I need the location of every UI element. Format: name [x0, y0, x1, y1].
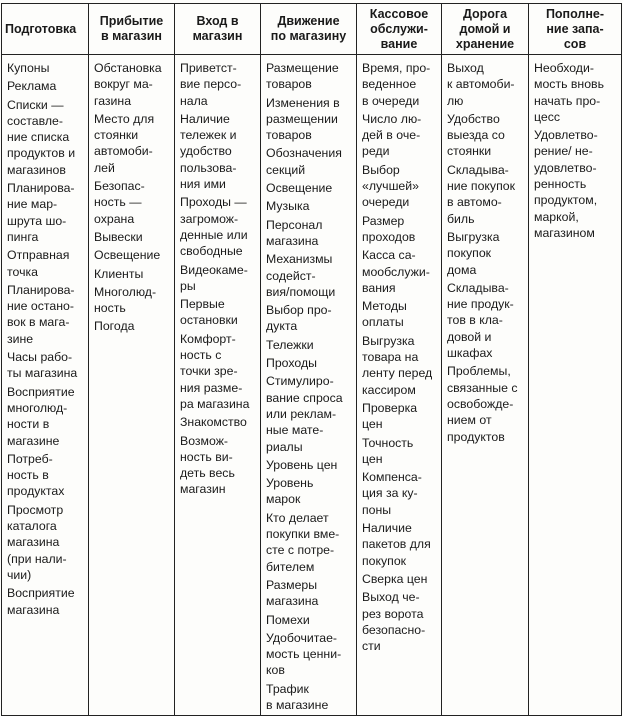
column-cell — [261, 55, 357, 716]
list-item: Возмож- ность ви- деть весь магазин — [180, 433, 235, 497]
list-item: Отправная точка — [7, 248, 70, 279]
column-header: Вход в магазин — [175, 4, 261, 55]
column-header: Кассовое обслужи- вание — [357, 4, 442, 55]
list-item: Выход че- рез ворота безопасно- сти — [362, 590, 426, 654]
list-item: Приветст- вие персо- нала — [180, 61, 242, 108]
list-item: Складыва- ние покупок в автомо- биль — [447, 162, 515, 226]
list-item: Потреб- ность в продуктах — [7, 451, 65, 499]
list-item: Складыва- ние продук- тов в кла- довой и шкафах — [447, 280, 514, 361]
column-cell — [89, 55, 175, 716]
list-item: Выбор про- дукта — [266, 303, 332, 334]
list-item: Выгрузка покупок дома — [447, 229, 500, 277]
list-item: Изменения в размещении товаров — [266, 95, 340, 143]
list-item: Списки — составле- ние списка продуктов и магазинов — [7, 97, 76, 177]
list-item: Помехи — [266, 612, 310, 627]
list-item: Тележки — [266, 337, 314, 352]
list-item: Кто делает покупки вме- сте с потре- бителем — [266, 510, 340, 574]
list-item: Выбор «лучшей» очереди — [362, 162, 419, 210]
column-header: Дорога домой и хранение — [442, 4, 529, 55]
list-item: Размеры магазина — [266, 577, 319, 609]
list-item: Освещение — [94, 248, 161, 263]
column-header: Подготовка — [2, 4, 89, 55]
list-item: Касса са- мообслужи- вания — [362, 248, 430, 295]
list-item: Планирова- ние остано- вок в мага- зине — [7, 282, 75, 346]
list-item: Число лю- дей в оче- реди — [362, 111, 422, 159]
list-item: Удобочитае- мость ценни- ков — [266, 630, 342, 678]
list-item: Часы рабо- ты магазина — [7, 350, 78, 381]
list-item: Трафик в магазине — [266, 681, 329, 712]
list-item: Точность цен — [362, 435, 414, 466]
list-item: Размер проходов — [362, 213, 416, 244]
list-item: Удовлетво- рение/ не- удовлетво- ренность продуктом, маркой, магазином — [534, 128, 598, 240]
list-item: Проверка цен — [362, 400, 418, 432]
list-item: Механизмы содейст- вия/помощи — [266, 252, 336, 299]
list-item: Персонал магазина — [266, 217, 323, 248]
column-cell — [442, 55, 529, 716]
list-item: Стимулиро- вание спроса или реклам- ные мате- риалы — [266, 374, 343, 454]
list-item: Время, про- веденное в очереди — [362, 61, 431, 108]
column-header: Прибытие в магазин — [89, 4, 175, 55]
table-row — [2, 55, 622, 716]
list-item: Проходы — загромож- денные или свободные — [180, 195, 248, 259]
column-header: Движение по магазину — [261, 4, 357, 55]
list-item: Реклама — [7, 79, 57, 94]
list-item: Видеокаме- ры — [180, 262, 248, 293]
column-cell — [357, 55, 442, 716]
column-header: Пополне- ние запа- сов — [529, 4, 622, 55]
list-item: Выход к автомоби- лю — [447, 61, 515, 108]
list-item: Безопас- ность — охрана — [94, 179, 145, 226]
list-item: Уровень марок — [266, 476, 314, 507]
list-item: Необходи- мость вновь начать про- цесс — [534, 61, 604, 124]
list-item: Место для стоянки автомоби- лей — [94, 111, 155, 175]
list-item: Выгрузка товара на ленту перед кассиром — [362, 333, 433, 397]
list-item: Методы оплаты — [362, 299, 407, 330]
list-item: Планирова- ние мар- шрута шо- пинга — [7, 181, 75, 244]
list-item: Первые остановки — [180, 297, 238, 328]
list-item: Наличие тележек и удобство пользова- ния ими — [180, 111, 237, 192]
list-item: Обстановка вокруг ма- газина — [94, 61, 162, 108]
list-item: Музыка — [266, 199, 310, 214]
shopping-process-table — [1, 3, 622, 716]
column-cell — [2, 55, 89, 716]
list-item: Проблемы, связанные с освобожде- нием от продуктов — [447, 364, 518, 444]
list-item: Просмотр каталога магазина (при нали- чии) — [7, 502, 67, 582]
list-item: Комфорт- ность с точки зре- ния разме- ра магазина — [180, 331, 250, 411]
list-item: Наличие пакетов для покупок — [362, 521, 431, 568]
list-item: Проходы — [266, 356, 317, 371]
list-item: Удобство выезда со стоянки — [447, 111, 505, 159]
list-item: Восприятие многолюд- ности в магазине — [7, 384, 75, 448]
column-cell — [529, 55, 622, 716]
list-item: Уровень цен — [266, 457, 338, 472]
list-item: Погода — [94, 319, 135, 334]
list-item: Восприятие магазина — [7, 586, 75, 617]
list-item: Освещение — [266, 181, 333, 196]
list-item: Многолюд- ность — [94, 284, 157, 316]
list-item: Компенса- ция за ку- поны — [362, 470, 422, 517]
list-item: Сверка цен — [362, 571, 428, 586]
list-item: Знакомство — [180, 415, 247, 430]
list-item: Вывески — [94, 229, 143, 244]
list-item: Купоны — [7, 61, 50, 75]
list-item: Размещение товаров — [266, 61, 339, 92]
header-row — [2, 4, 622, 55]
list-item: Клиенты — [94, 266, 144, 281]
list-item: Обозначения секций — [266, 146, 342, 177]
column-cell — [175, 55, 261, 716]
